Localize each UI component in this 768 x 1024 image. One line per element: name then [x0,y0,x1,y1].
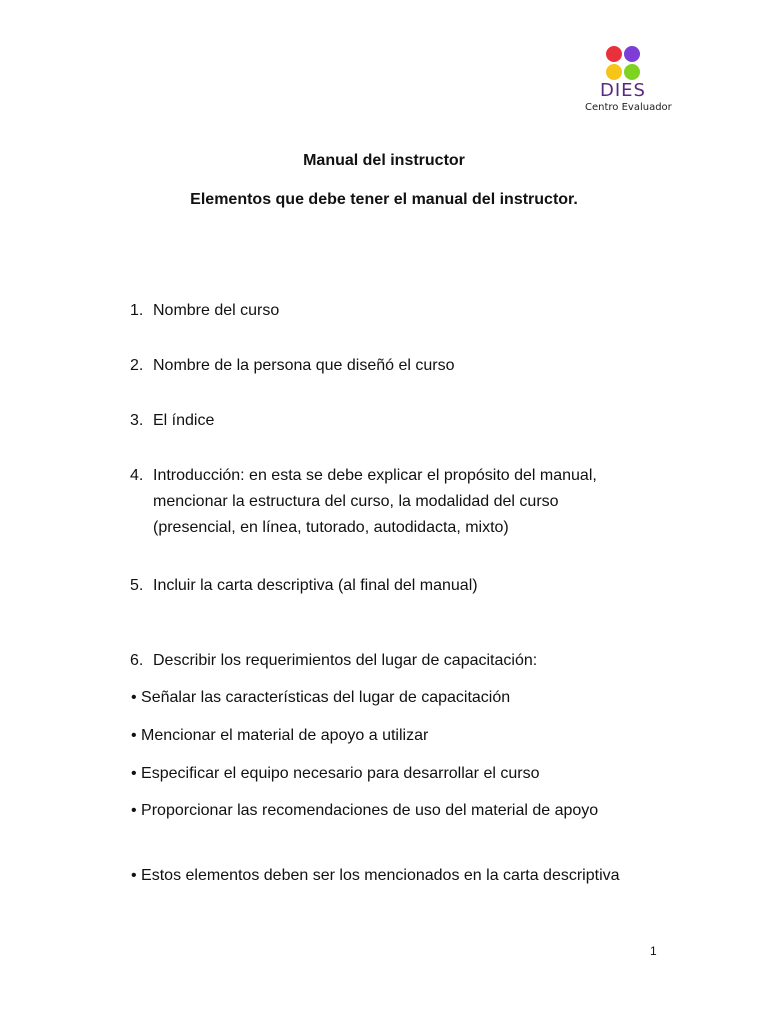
list-item-text: El índice [153,412,215,429]
list-item-number: 4. [130,467,144,484]
dies-logo [585,40,676,120]
list-item-text: Introducción: en esta se debe explicar el propósito del manual, mencionar la estructura del curso, la modalidad del curso (presencial, en línea, tutorado, autodidacta, mixto) [153,467,597,536]
bullet-item: • Proporcionar las recomendaciones de uso del material de apoyo [131,802,599,819]
page-number: 1 [650,944,657,958]
list-item-text: Nombre de la persona que diseñó el curso [153,357,455,374]
logo-dot-green [624,64,640,80]
list-item-text: Nombre del curso [153,302,280,319]
list-item-number: 3. [130,412,144,429]
bullet-item: • Especificar el equipo necesario para desarrollar el curso [131,765,540,782]
list-item-number: 1. [130,302,144,319]
list-item-number: 6. [130,652,144,669]
logo-dot-red [606,46,622,62]
document-subtitle: Elementos que debe tener el manual del instructor. [190,191,578,208]
bullet-item: • Señalar las características del lugar de capacitación [131,689,511,706]
logo-dot-yellow [606,64,622,80]
list-item-text: Describir los requerimientos del lugar de capacitación: [153,652,538,669]
list-item-number: 2. [130,357,144,374]
logo-subtitle: Centro Evaluador [585,102,672,113]
logo-wordmark: DIES [600,80,646,101]
logo-dots-icon [604,44,644,84]
bullet-item: • Mencionar el material de apoyo a utilizar [131,727,429,744]
bullet-item: • Estos elementos deben ser los mencionados en la carta descriptiva [131,867,620,884]
logo-dot-purple [624,46,640,62]
list-item-number: 5. [130,577,144,594]
list-item-text: Incluir la carta descriptiva (al final del manual) [153,577,478,594]
document-title: Manual del instructor [303,152,465,169]
